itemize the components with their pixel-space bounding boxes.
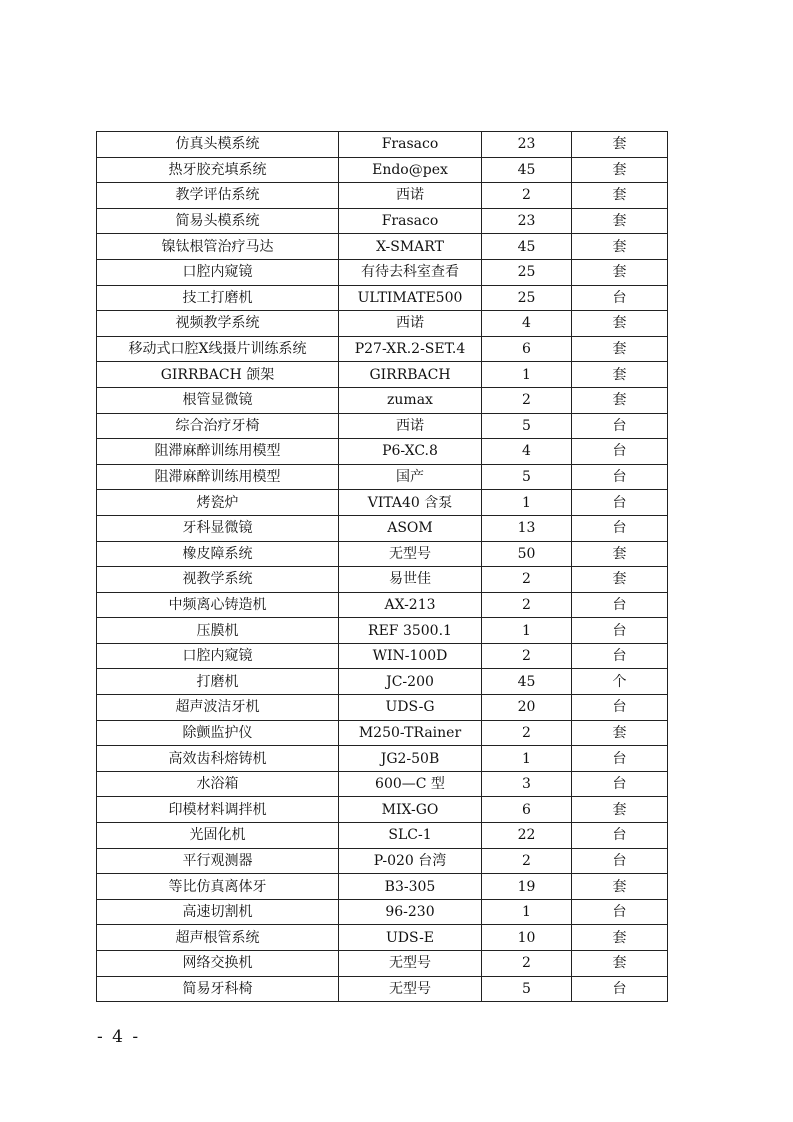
model-cell: WIN-100D (339, 643, 482, 669)
model-cell: P27-XR.2-SET.4 (339, 336, 482, 362)
quantity-cell: 45 (482, 669, 572, 695)
unit-cell: 台 (572, 976, 668, 1002)
table-row (97, 797, 668, 823)
equipment-name-cell: 中频离心铸造机 (97, 592, 339, 618)
model-cell: 无型号 (339, 976, 482, 1002)
quantity-cell: 25 (482, 259, 572, 285)
quantity-cell: 23 (482, 208, 572, 234)
model-cell: 96-230 (339, 899, 482, 925)
quantity-cell: 5 (482, 976, 572, 1002)
table-row (97, 259, 668, 285)
table-row (97, 823, 668, 849)
table-row (97, 695, 668, 721)
equipment-name-cell: GIRRBACH 颌架 (97, 362, 339, 388)
table-row (97, 746, 668, 772)
unit-cell: 套 (572, 874, 668, 900)
unit-cell: 套 (572, 720, 668, 746)
table-row (97, 669, 668, 695)
model-cell: REF 3500.1 (339, 618, 482, 644)
table-row (97, 848, 668, 874)
model-cell: AX-213 (339, 592, 482, 618)
table-row (97, 925, 668, 951)
unit-cell: 套 (572, 336, 668, 362)
equipment-name-cell: 热牙胶充填系统 (97, 157, 339, 183)
quantity-cell: 2 (482, 592, 572, 618)
model-cell: 有待去科室查看 (339, 259, 482, 285)
table-row (97, 464, 668, 490)
unit-cell: 台 (572, 464, 668, 490)
model-cell: ASOM (339, 515, 482, 541)
equipment-name-cell: 水浴箱 (97, 771, 339, 797)
table-row (97, 311, 668, 337)
equipment-name-cell: 平行观测器 (97, 848, 339, 874)
unit-cell: 套 (572, 183, 668, 209)
quantity-cell: 45 (482, 234, 572, 260)
unit-cell: 套 (572, 157, 668, 183)
quantity-cell: 4 (482, 439, 572, 465)
quantity-cell: 1 (482, 899, 572, 925)
unit-cell: 套 (572, 362, 668, 388)
table-row (97, 157, 668, 183)
quantity-cell: 3 (482, 771, 572, 797)
model-cell: 国产 (339, 464, 482, 490)
unit-cell: 台 (572, 899, 668, 925)
quantity-cell: 20 (482, 695, 572, 721)
table-row (97, 285, 668, 311)
table-row (97, 515, 668, 541)
unit-cell: 台 (572, 490, 668, 516)
quantity-cell: 2 (482, 951, 572, 977)
model-cell: 西诺 (339, 311, 482, 337)
unit-cell: 套 (572, 234, 668, 260)
table-row (97, 643, 668, 669)
quantity-cell: 23 (482, 132, 572, 158)
equipment-name-cell: 阻滞麻醉训练用模型 (97, 439, 339, 465)
table-row (97, 234, 668, 260)
equipment-name-cell: 打磨机 (97, 669, 339, 695)
unit-cell: 套 (572, 541, 668, 567)
quantity-cell: 45 (482, 157, 572, 183)
model-cell: M250-TRainer (339, 720, 482, 746)
quantity-cell: 6 (482, 336, 572, 362)
unit-cell: 台 (572, 439, 668, 465)
equipment-name-cell: 压膜机 (97, 618, 339, 644)
equipment-name-cell: 教学评估系统 (97, 183, 339, 209)
equipment-name-cell: 仿真头模系统 (97, 132, 339, 158)
unit-cell: 台 (572, 592, 668, 618)
quantity-cell: 1 (482, 362, 572, 388)
model-cell: JG2-50B (339, 746, 482, 772)
equipment-name-cell: 口腔内窥镜 (97, 643, 339, 669)
model-cell: UDS-E (339, 925, 482, 951)
quantity-cell: 5 (482, 464, 572, 490)
quantity-cell: 1 (482, 618, 572, 644)
equipment-name-cell: 视频教学系统 (97, 311, 339, 337)
unit-cell: 台 (572, 771, 668, 797)
model-cell: X-SMART (339, 234, 482, 260)
model-cell: 无型号 (339, 951, 482, 977)
quantity-cell: 1 (482, 490, 572, 516)
model-cell: P6-XC.8 (339, 439, 482, 465)
model-cell: B3-305 (339, 874, 482, 900)
model-cell: zumax (339, 387, 482, 413)
model-cell: JC-200 (339, 669, 482, 695)
quantity-cell: 2 (482, 643, 572, 669)
quantity-cell: 19 (482, 874, 572, 900)
unit-cell: 台 (572, 695, 668, 721)
unit-cell: 套 (572, 259, 668, 285)
equipment-name-cell: 高效齿科熔铸机 (97, 746, 339, 772)
table-row (97, 874, 668, 900)
model-cell: SLC-1 (339, 823, 482, 849)
model-cell: Endo@pex (339, 157, 482, 183)
quantity-cell: 2 (482, 387, 572, 413)
unit-cell: 台 (572, 823, 668, 849)
quantity-cell: 6 (482, 797, 572, 823)
table-row (97, 387, 668, 413)
model-cell: Frasaco (339, 132, 482, 158)
equipment-name-cell: 高速切割机 (97, 899, 339, 925)
table-row (97, 439, 668, 465)
table-row (97, 592, 668, 618)
table-row (97, 362, 668, 388)
table-row (97, 132, 668, 158)
equipment-name-cell: 简易牙科椅 (97, 976, 339, 1002)
unit-cell: 套 (572, 951, 668, 977)
equipment-name-cell: 超声波洁牙机 (97, 695, 339, 721)
equipment-name-cell: 阻滞麻醉训练用模型 (97, 464, 339, 490)
model-cell: MIX-GO (339, 797, 482, 823)
table-row (97, 771, 668, 797)
table-row (97, 490, 668, 516)
quantity-cell: 10 (482, 925, 572, 951)
equipment-name-cell: 根管显微镜 (97, 387, 339, 413)
model-cell: 易世佳 (339, 567, 482, 593)
unit-cell: 套 (572, 132, 668, 158)
model-cell: 无型号 (339, 541, 482, 567)
quantity-cell: 2 (482, 567, 572, 593)
equipment-table (96, 131, 668, 1002)
model-cell: VITA40 含泵 (339, 490, 482, 516)
table-row (97, 413, 668, 439)
equipment-name-cell: 牙科显微镜 (97, 515, 339, 541)
unit-cell: 套 (572, 311, 668, 337)
unit-cell: 台 (572, 848, 668, 874)
table-row (97, 208, 668, 234)
quantity-cell: 50 (482, 541, 572, 567)
equipment-name-cell: 烤瓷炉 (97, 490, 339, 516)
equipment-name-cell: 光固化机 (97, 823, 339, 849)
unit-cell: 台 (572, 618, 668, 644)
equipment-name-cell: 等比仿真离体牙 (97, 874, 339, 900)
quantity-cell: 13 (482, 515, 572, 541)
quantity-cell: 2 (482, 183, 572, 209)
table-row (97, 541, 668, 567)
equipment-name-cell: 视教学系统 (97, 567, 339, 593)
equipment-name-cell: 口腔内窥镜 (97, 259, 339, 285)
quantity-cell: 4 (482, 311, 572, 337)
quantity-cell: 25 (482, 285, 572, 311)
equipment-name-cell: 简易头模系统 (97, 208, 339, 234)
quantity-cell: 22 (482, 823, 572, 849)
quantity-cell: 2 (482, 848, 572, 874)
quantity-cell: 5 (482, 413, 572, 439)
unit-cell: 套 (572, 387, 668, 413)
equipment-name-cell: 移动式口腔X线摄片训练系统 (97, 336, 339, 362)
model-cell: 600—C 型 (339, 771, 482, 797)
table-row (97, 567, 668, 593)
unit-cell: 个 (572, 669, 668, 695)
table-row (97, 976, 668, 1002)
model-cell: UDS-G (339, 695, 482, 721)
unit-cell: 台 (572, 413, 668, 439)
unit-cell: 台 (572, 643, 668, 669)
unit-cell: 套 (572, 797, 668, 823)
model-cell: 西诺 (339, 183, 482, 209)
equipment-name-cell: 除颤监护仪 (97, 720, 339, 746)
equipment-name-cell: 综合治疗牙椅 (97, 413, 339, 439)
equipment-name-cell: 网络交换机 (97, 951, 339, 977)
model-cell: Frasaco (339, 208, 482, 234)
equipment-table-body (97, 132, 668, 1002)
model-cell: GIRRBACH (339, 362, 482, 388)
quantity-cell: 1 (482, 746, 572, 772)
model-cell: 西诺 (339, 413, 482, 439)
table-row (97, 951, 668, 977)
equipment-name-cell: 镍钛根管治疗马达 (97, 234, 339, 260)
table-row (97, 899, 668, 925)
model-cell: P-020 台湾 (339, 848, 482, 874)
table-row (97, 618, 668, 644)
table-row (97, 183, 668, 209)
page-number: - 4 - (97, 1027, 141, 1047)
unit-cell: 套 (572, 208, 668, 234)
model-cell: ULTIMATE500 (339, 285, 482, 311)
unit-cell: 台 (572, 285, 668, 311)
unit-cell: 套 (572, 567, 668, 593)
equipment-name-cell: 技工打磨机 (97, 285, 339, 311)
table-row (97, 336, 668, 362)
equipment-name-cell: 印模材料调拌机 (97, 797, 339, 823)
table-row (97, 720, 668, 746)
unit-cell: 套 (572, 925, 668, 951)
equipment-name-cell: 超声根管系统 (97, 925, 339, 951)
quantity-cell: 2 (482, 720, 572, 746)
unit-cell: 台 (572, 515, 668, 541)
unit-cell: 台 (572, 746, 668, 772)
equipment-name-cell: 橡皮障系统 (97, 541, 339, 567)
